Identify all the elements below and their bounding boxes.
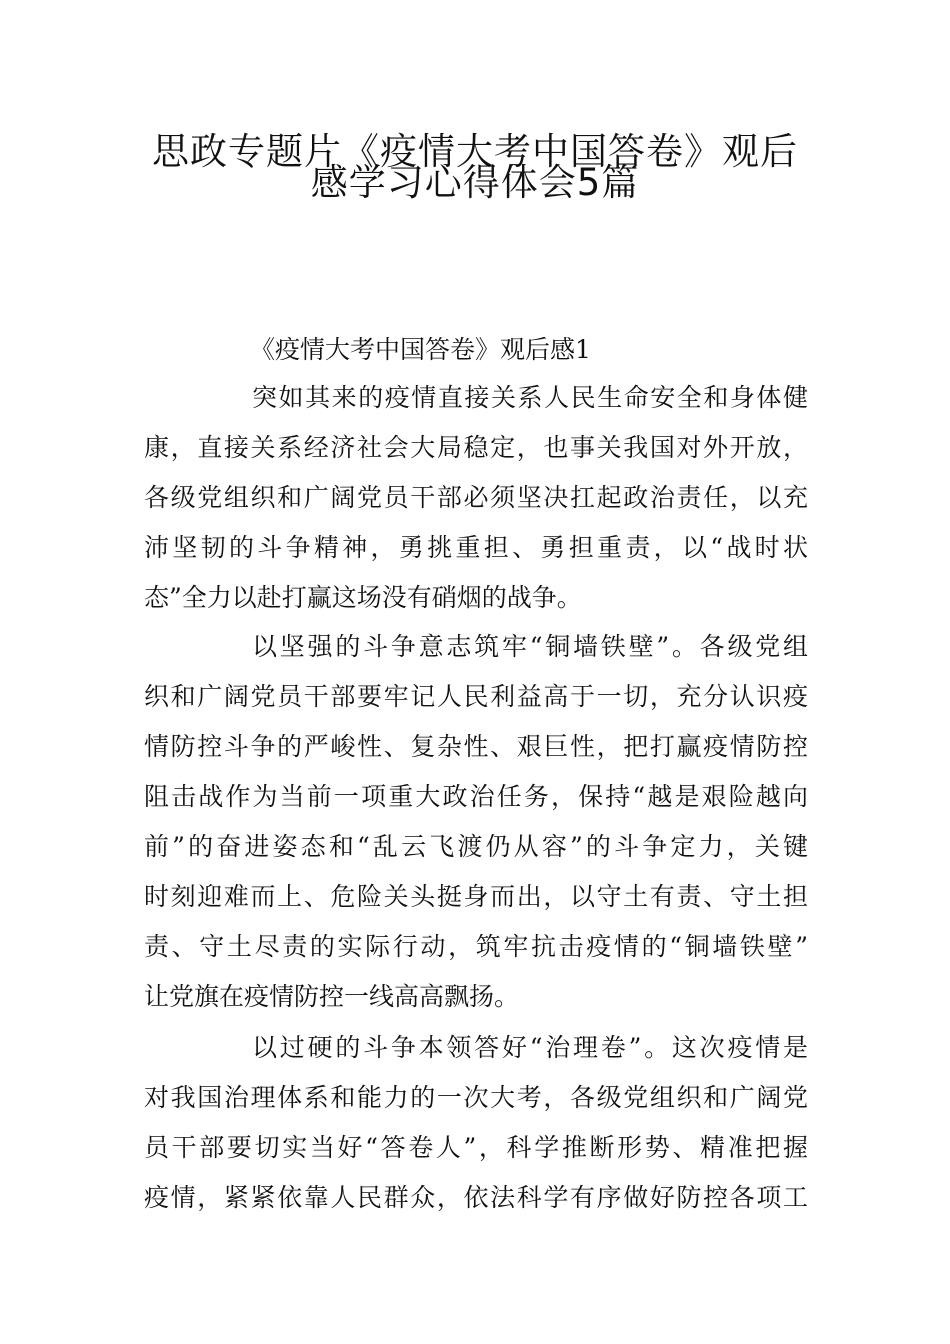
document-title-line-2: 感学习心得体会5篇 — [310, 161, 640, 204]
paragraph-line: 员干部要切实当好“答卷人”，科学推断形势、精准把握 — [144, 1133, 808, 1162]
paragraph-line: 以过硬的斗争本领答好“治理卷”。这次疫情是 — [252, 1033, 808, 1062]
paragraph-line: 突如其来的疫情直接关系人民生命安全和身体健 — [252, 383, 808, 412]
document-title-line-1: 思政专题片《疫情大考中国答卷》观后 — [152, 130, 798, 173]
paragraph-line: 织和广阔党员干部要牢记人民利益高于一切，充分认识疫 — [144, 682, 808, 711]
paragraph-line: 对我国治理体系和能力的一次大考，各级党组织和广阔党 — [144, 1083, 808, 1112]
paragraph-line: 前”的奋进姿态和“乱云飞渡仍从容”的斗争定力，关键 — [144, 832, 808, 861]
paragraph-1 — [144, 373, 808, 623]
paragraph-line: 各级党组织和广阔党员干部必须坚决扛起政治责任，以充 — [144, 483, 808, 512]
section-heading: 《疫情大考中国答卷》观后感1 — [250, 335, 591, 364]
paragraph-line: 态”全力以赴打赢这场没有硝烟的战争。 — [144, 583, 582, 612]
paragraph-line: 阻击战作为当前一项重大政治任务，保持“越是艰险越向 — [144, 782, 808, 811]
paragraph-line: 时刻迎难而上、危险关头挺身而出，以守土有责、守土担 — [144, 882, 808, 911]
paragraph-line: 沛坚韧的斗争精神，勇挑重担、勇担重责，以“战时状 — [144, 533, 808, 562]
paragraph-3 — [144, 1023, 808, 1223]
paragraph-line: 康，直接关系经济社会大局稳定，也事关我国对外开放， — [144, 433, 808, 462]
paragraph-line: 情防控斗争的严峻性、复杂性、艰巨性，把打赢疫情防控 — [144, 732, 808, 761]
paragraph-line: 疫情，紧紧依靠人民群众，依法科学有序做好防控各项工 — [144, 1183, 808, 1212]
paragraph-2 — [144, 622, 808, 1022]
paragraph-line: 以坚强的斗争意志筑牢“铜墙铁壁”。各级党组 — [252, 632, 808, 661]
paragraph-line: 让党旗在疫情防控一线高高飘扬。 — [144, 982, 520, 1011]
paragraph-line: 责、守土尽责的实际行动，筑牢抗击疫情的“铜墙铁壁” — [144, 932, 808, 961]
